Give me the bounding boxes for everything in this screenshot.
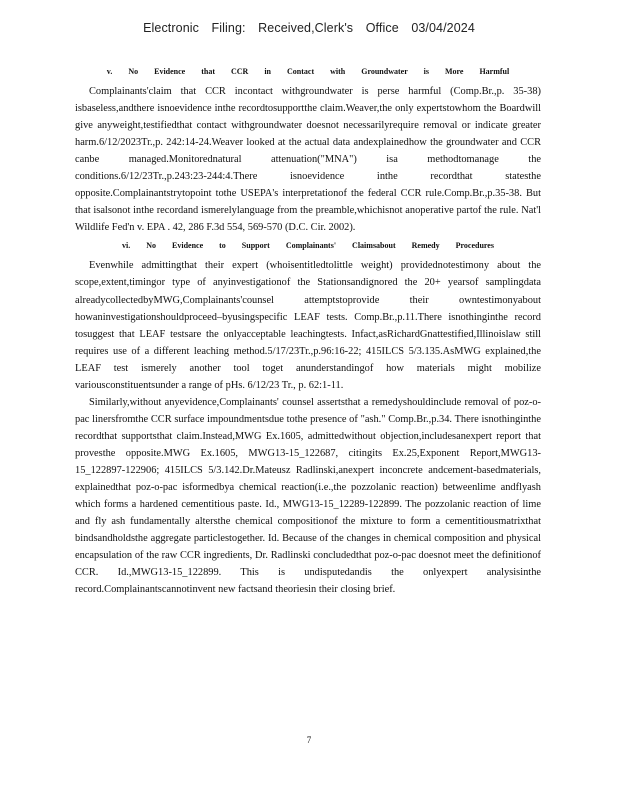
document-body xyxy=(75,66,541,598)
section-vi-paragraph-1: Evenwhile admittingthat their expert (whoisentitledtolittle weight) providednotestimony about the scope,extent,timingor type of anyinvestigationof the Stationsandignored the 20+ yearsof samplingdata alreadycollectedbyMWG,Complainants'counsel attemptstoprovide their owntestimonyabout howaninvestigationshouldproceed–byusingspecific LEAF tests. Comp.Br.,p.11.There isnothinginthe record tosuggest that LEAF testsare the onlyacceptable leachingtests. Infact,asRichardGnattestified,Illinoislaw still requires use of a different leaching method.5/17/23Tr.,p.96:16-22; 415ILCS 5/3.135.AsMWG explained,the LEAF test ismerely another tool toget anunderstandingof how materials might mobilize variousconstituentsunder a range of pHs. 6/12/23 Tr., p. 62:1-11. xyxy=(75,260,541,391)
section-vi-paragraph-2: Similarly,without anyevidence,Complainants' counsel assertsthat a remedyshouldinclude removal of poz-o-pac linersfromthe CCR surface impoundmentsdue tothe presence of "ash." Comp.Br.,p.34. There isnothinginthe recordthat supportsthat claim.Instead,MWG Ex.1605, admittedwithout objection,includesanexpert report that provesthe opposite.MWG Ex.1605, MWG13-15_122687, citingits Ex.25,Exponent Report,MWG13-15_122897-122906; 415ILCS 5/3.142.Dr.Mateusz Radlinski,anexpert inconcrete andcement-basedmaterials, explainedthat poz-o-pac isformedbya chemical reaction(i.e.,the pozzolanic reaction) betweenlime andflyash which forms a hardened cementitious paste. Id., MWG13-15_12289-122899. The pozzolanic reaction of lime and fly ash fundamentally altersthe chemical compositionof the mixture to form a cementitiousmatrixthat bindsandholdsthe aggregate particlestogether. Id. Because of the changes in chemical composition and physical encapsulation of the raw CCR ingredients, Dr. Radlinski concludedthat poz-o-pac doesnot meet the definitionof CCR. Id.,MWG13-15_122899. This is undisputedandis the onlyexpert analysisinthe record.Complainantscannotinvent new factsand theoriesin their closing brief. xyxy=(75,396,541,596)
section-v-heading: v. No Evidence that CCR in Contact with Groundwater is More Harmful xyxy=(106,67,510,76)
section-v-paragraph: Complainants'claim that CCR incontact withgroundwater is perse harmful (Comp.Br.,p. 35-38) isbaseless,andthere isnoevidence inthe recordtosupportthe claim.Weaver,the only expertstowhom the Boardwill give anyweight,testifiedthat contact withgroundwater doesnot necessarilyrequire removal or indicate greater harm.6/12/2023Tr.,p. 242:14-24.Weaver looked at the actual data andexplainedhow the groundwater and CCR canbe managed.Monitorednatural attenuation("MNA") isa methodtomanage the conditions.6/12/23Tr.,p.243:23-244:4.There isnoevidence inthe recordthat statesthe opposite.Complainantstrytopoint tothe USEPA's interpretationof the federal CCR rule.Comp.Br.,p.35-38. But that isalsonot inthe recordand ismerelylanguage from the preamble,whichisnot anoperative partof the rule. Nat'l Wildlife Fed'n v. EPA . 42, 286 F.3d 554, 569-570 (D.C. Cir. 2002). xyxy=(75,86,541,234)
section-vi-heading: vi. No Evidence to Support Complainants' Claimsabout Remedy Procedures xyxy=(122,241,494,251)
filing-header: Electronic Filing: Received,Clerk's Office 03/04/2024 xyxy=(143,21,475,35)
page-number: 7 xyxy=(306,735,312,745)
